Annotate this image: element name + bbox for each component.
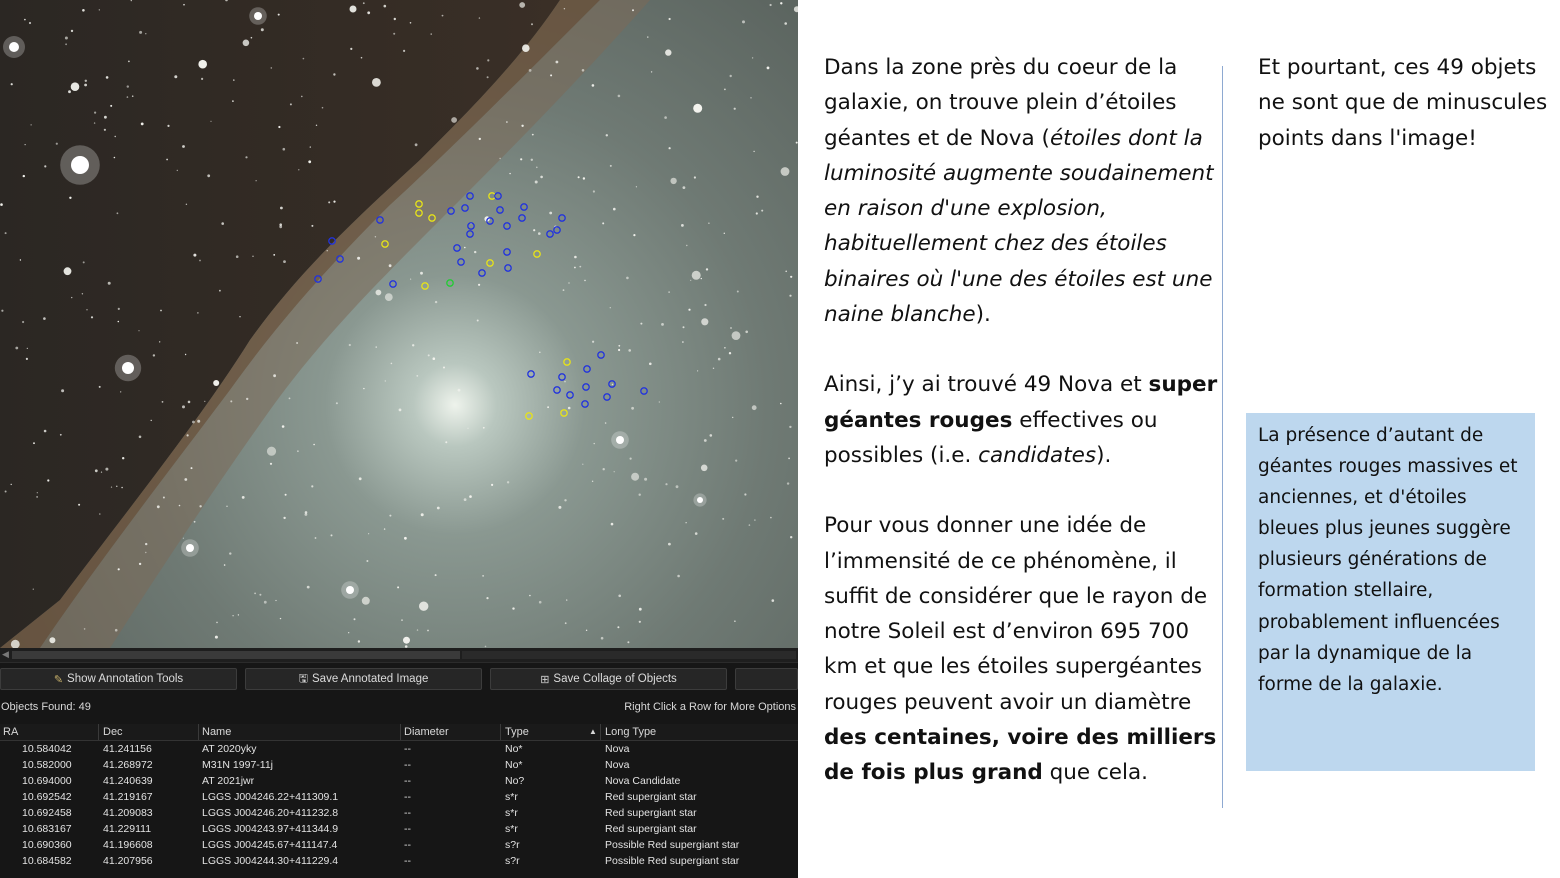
show-annotation-tools-button[interactable] (0, 668, 237, 690)
p2-text-2: effectives ou possibles (i.e. (824, 407, 1158, 468)
cell-type: No* (505, 759, 523, 771)
show-annotation-tools-label: Show Annotation Tools (67, 673, 184, 685)
cell-diameter: -- (404, 791, 411, 803)
toolbar (0, 668, 798, 692)
cell-type: No* (505, 743, 523, 755)
side-note: Et pourtant, ces 49 objets ne sont que de minuscules points dans l'image! (1258, 55, 1548, 151)
cell-dec: 41.241156 (103, 743, 152, 755)
cell-type: No? (505, 775, 525, 787)
galaxy-image[interactable] (0, 0, 798, 648)
cell-name: M31N 1997-11j (202, 759, 274, 771)
table-row[interactable] (0, 758, 798, 774)
cell-ra: 10.692458 (22, 807, 72, 819)
cell-dec: 41.207956 (103, 855, 153, 867)
column-header-dec[interactable]: Dec (103, 726, 123, 738)
scroll-track[interactable] (462, 651, 796, 659)
cell-ra: 10.692542 (22, 791, 72, 803)
p2-bold: super géantes rouges (824, 372, 1218, 433)
table-row[interactable] (0, 806, 798, 822)
cell-diameter: -- (404, 807, 411, 819)
callout-box (1246, 413, 1535, 771)
object-panel (0, 648, 798, 878)
column-header-long-type[interactable]: Long Type (605, 726, 657, 738)
more-toolbar-button[interactable] (735, 668, 798, 690)
table-header (0, 724, 798, 741)
cell-dec: 41.209083 (103, 807, 153, 819)
table-row[interactable] (0, 854, 798, 870)
p3-end: que cela. (1042, 760, 1148, 786)
p1-text: Dans la zone près du coeur de la galaxie, on trouve plein d’étoiles géantes et de Nova ( (824, 55, 1178, 151)
collage-icon: ⊞ (540, 673, 550, 686)
p2-italic: candidates (978, 442, 1097, 468)
sort-ascending-icon: ▲ (589, 727, 597, 736)
galaxy-image-svg (0, 0, 798, 648)
cell-long-type: Nova (605, 759, 630, 771)
p1-end: ). (975, 302, 991, 328)
cell-long-type: Nova (605, 743, 630, 755)
cell-ra: 10.582000 (22, 759, 72, 771)
cell-diameter: -- (404, 759, 411, 771)
horizontal-scrollbar[interactable] (0, 648, 798, 663)
cell-diameter: -- (404, 823, 411, 835)
table-row[interactable] (0, 838, 798, 854)
cell-dec: 41.196608 (103, 839, 153, 851)
cell-diameter: -- (404, 775, 411, 787)
cell-dec: 41.240639 (103, 775, 153, 787)
cell-type: s*r (505, 807, 518, 819)
save-collage-label: Save Collage of Objects (553, 673, 677, 685)
cell-diameter: -- (404, 855, 411, 867)
callout-text: La présence d’autant de géantes rouges massives et anciennes, et d'étoiles bleues plus jeunes suggère plusieurs générations de formation stellaire, probablement influencées par la dynamique de la forme de la galaxie. (1258, 425, 1518, 695)
scroll-left-icon[interactable]: ◀ (2, 649, 9, 659)
status-bar (0, 700, 798, 716)
object-table-body (0, 742, 798, 870)
cell-type: s*r (505, 823, 518, 835)
cell-type: s?r (505, 839, 520, 851)
image-save-icon: 🖫 (298, 672, 308, 685)
pencil-icon: ✎ (53, 673, 64, 686)
cell-long-type: Red supergiant star (605, 823, 697, 835)
save-annotated-image-label: Save Annotated Image (312, 673, 429, 685)
table-row[interactable] (0, 822, 798, 838)
cell-long-type: Possible Red supergiant star (605, 855, 740, 867)
column-header-diameter[interactable]: Diameter (404, 726, 449, 738)
paragraph-scale (824, 508, 1224, 790)
cell-name: LGGS J004245.67+411147.4 (202, 839, 338, 851)
cell-dec: 41.219167 (103, 791, 153, 803)
cell-ra: 10.683167 (22, 823, 72, 835)
cell-diameter: -- (404, 743, 411, 755)
cell-dec: 41.229111 (103, 823, 152, 835)
cell-long-type: Red supergiant star (605, 807, 697, 819)
table-row[interactable] (0, 774, 798, 790)
cell-dec: 41.268972 (103, 759, 153, 771)
main-text (824, 50, 1224, 826)
cell-name: LGGS J004246.22+411309.1 (202, 791, 339, 803)
column-header-type[interactable]: Type (505, 726, 529, 738)
save-annotated-image-button[interactable] (245, 668, 482, 690)
cell-name: LGGS J004243.97+411344.9 (202, 823, 339, 835)
scroll-thumb[interactable] (12, 651, 460, 659)
cell-ra: 10.584042 (22, 743, 72, 755)
cell-name: LGGS J004246.20+411232.8 (202, 807, 339, 819)
cell-name: AT 2021jwr (202, 775, 255, 787)
cell-long-type: Nova Candidate (605, 775, 681, 787)
table-row[interactable] (0, 742, 798, 758)
p2-text: Ainsi, j’y ai trouvé 49 Nova et (824, 372, 1149, 398)
column-header-ra[interactable]: RA (3, 726, 19, 738)
cell-ra: 10.690360 (22, 839, 72, 851)
table-row[interactable] (0, 790, 798, 806)
p3-bold: des centaines, voire des milliers de fois plus grand (824, 725, 1217, 786)
cell-ra: 10.684582 (22, 855, 72, 867)
p1-italic: étoiles dont la luminosité augmente soudainement en raison d'une explosion, habituellement chez des étoiles binaires où l'une des étoiles est une naine blanche (824, 125, 1214, 328)
objects-found-count: Objects Found: 49 (1, 701, 91, 713)
paragraph-found (824, 367, 1224, 473)
right-click-hint: Right Click a Row for More Options (624, 701, 796, 713)
cell-ra: 10.694000 (22, 775, 72, 787)
p3-text: Pour vous donner une idée de l’immensité de ce phénomène, il suffit de considérer que le rayon de notre Soleil est d’environ 695 700 km et que les étoiles supergéantes rouges peuvent avoir un diamètre (824, 513, 1208, 715)
save-collage-button[interactable] (490, 668, 727, 690)
cell-name: LGGS J004244.30+411229.4 (202, 855, 339, 867)
cell-long-type: Possible Red supergiant star (605, 839, 740, 851)
paragraph-nova (824, 50, 1224, 332)
column-header-name[interactable]: Name (202, 726, 232, 738)
column-divider (1222, 66, 1223, 808)
p2-end: ). (1096, 442, 1112, 468)
cell-type: s*r (505, 791, 518, 803)
cell-long-type: Red supergiant star (605, 791, 697, 803)
cell-name: AT 2020yky (202, 743, 257, 755)
cell-type: s?r (505, 855, 520, 867)
cell-diameter: -- (404, 839, 411, 851)
